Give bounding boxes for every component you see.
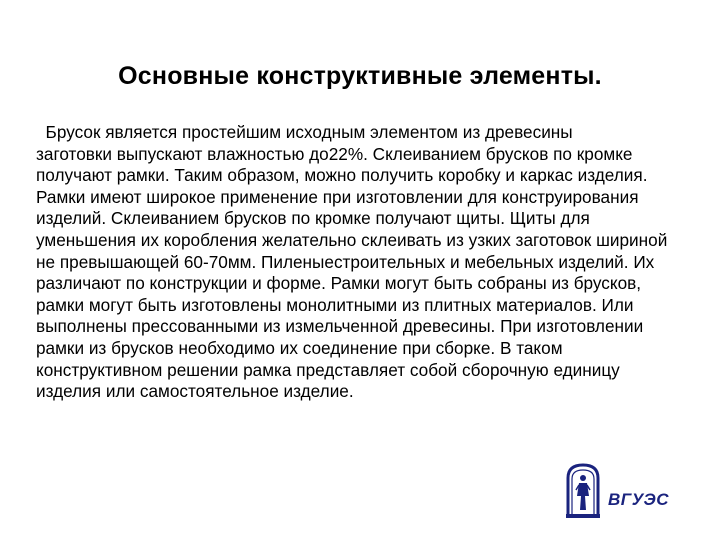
body-line: кромке получают рамки. Таким образом, можно получить коробку и bbox=[36, 143, 633, 186]
body-line: или самостоятельное изделие. bbox=[105, 381, 354, 402]
body-line: каркас изделия. Рамки имеют широкое применение при bbox=[36, 165, 648, 207]
logo-text: ВГУЭС bbox=[608, 490, 669, 509]
body-line: решении рамка представляет собой сборочную единицу изделия bbox=[36, 359, 620, 402]
body-line: заготовки выпускают влажностью до22%. Склеиванием брусков по bbox=[36, 143, 572, 164]
slide-body bbox=[36, 122, 688, 403]
university-logo bbox=[564, 462, 674, 520]
body-line: Брусок является простейшим исходным элементом из древесины bbox=[36, 122, 573, 142]
body-line: необходимо их соединение при сборке. В таком конструктивном bbox=[36, 337, 563, 380]
university-emblem-icon bbox=[564, 462, 602, 520]
body-line: изделий. Их различают по конструкции и форме. Рамки могут быть bbox=[36, 251, 655, 294]
body-line: измельченной древесины. При изготовлении рамки из брусков bbox=[36, 316, 644, 358]
body-line: по кромке получают щиты. Щиты для уменьшения их коробления bbox=[36, 208, 590, 250]
body-line: собраны из брусков, рамки могут быть изготовлены монолитными из bbox=[36, 273, 642, 315]
body-line: плитных материалов. Или выполнены прессованными из bbox=[36, 294, 634, 337]
body-line: превышающей 60-70мм. Пиленыестроительных и мебельных bbox=[59, 251, 554, 272]
slide-title: Основные конструктивные элементы. bbox=[118, 62, 602, 90]
body-line: изготовлении для конструирования изделий. Склеиванием брусков bbox=[36, 186, 639, 229]
body-line: желательно склеивать из узких заготовок шириной не bbox=[36, 229, 668, 272]
